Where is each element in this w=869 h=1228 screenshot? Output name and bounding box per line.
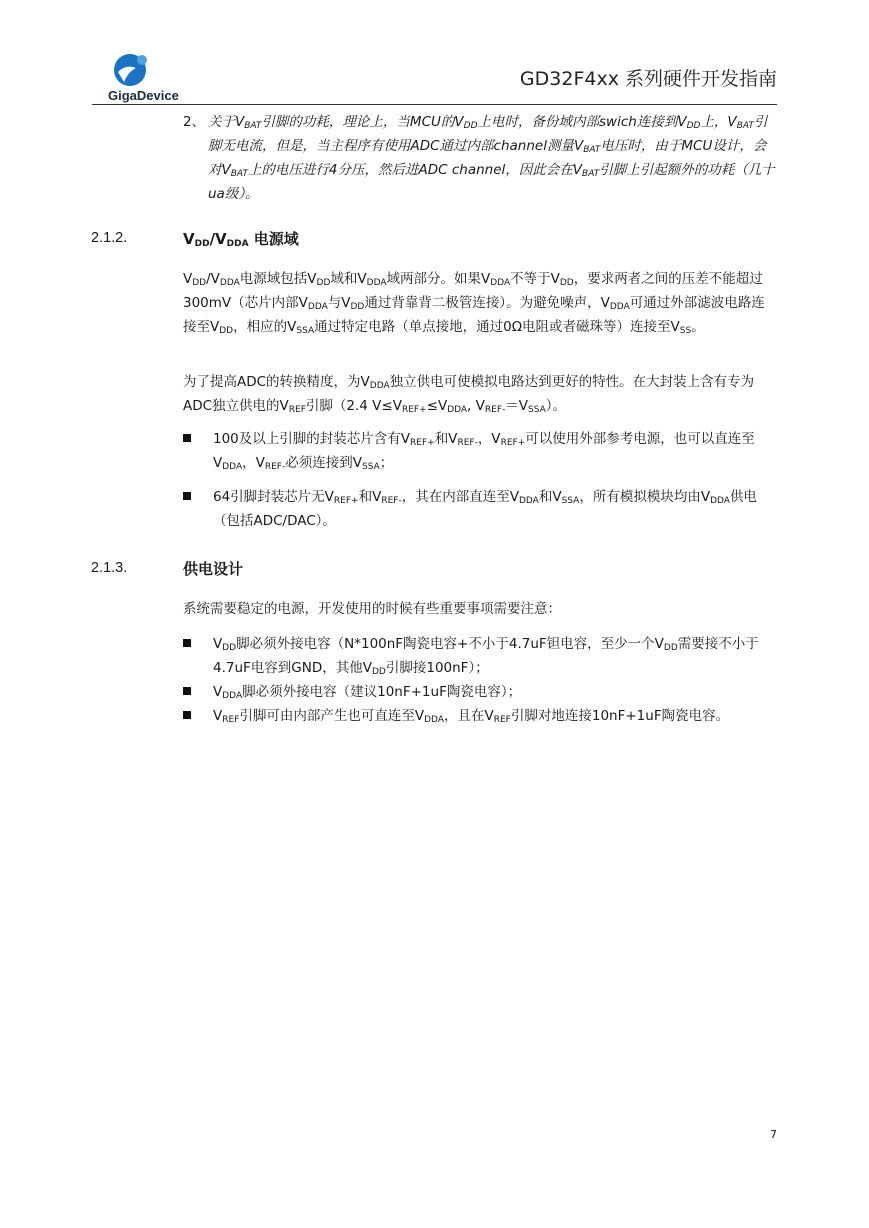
section-title-212: $V_{DD}/V_{DDA}$ 电源域 [183, 230, 299, 249]
vdd-domain-paragraph: $V_{DD}/V_{DDA}$电源域包括$V_{DD}$域和$V_{DDA}$域两部分。如果$V_{DDA}$不等于$V_{DD}$，要求两者之间的压差不能超过300mV（芯片内部$V_{DDA}$与$V_{DD}$通过背靠背二极管连接）。为避免噪声，$V_{DDA}$可通过外部滤波电路连接至$V_{DD}$，相应的$V_{SSA}$通过特定电路（单点接地，通过0Ω电阻或者磁珠等）连接至$V_{SS}$。 [183, 271, 765, 336]
bullet-item-vdd-caps: $V_{DD}$脚必须外接电容（N*100nF陶瓷电容+不小于4.7uF钽电容，至少一个$V_{DD}$需要接不小于4.7uF电容到GND，其他$V_{DD}$引脚接100nF）； [213, 636, 759, 677]
note-number: 2、 [183, 114, 206, 130]
bullet-marker [183, 687, 191, 695]
page-number: 7 [770, 1128, 777, 1141]
bullet-marker [183, 434, 191, 442]
bullet-marker [183, 711, 191, 719]
logo-text: GigaDevice [108, 88, 179, 103]
note-paragraph: 关于$V_{BAT}$引脚的功耗，理论上，当MCU的$V_{DD}$上电时，备份域内部swich连接到$V_{DD}$上，$V_{BAT}$引脚无电流，但是，当主程序有使用ADC通过内部channel测量$V_{BAT}$电压时，由于MCU设计，会对$V_{BAT}$上的电压进行4分压，然后进ADC channel，因此会在$V_{BAT}$引脚上引起额外的功耗（几十ua级）。 [208, 114, 775, 202]
bullet-item-64pin: 64引脚封装芯片无$V_{REF+}$和$V_{REF-}$，其在内部直连至$V_{DDA}$和$V_{SSA}$，所有模拟模块均由$V_{DDA}$供电（包括ADC/DAC）。 [213, 489, 757, 529]
bullet-item-vdda-caps: $V_{DDA}$脚必须外接电容（建议10nF+1uF陶瓷电容）； [213, 684, 522, 701]
section-number-212: 2.1.2. [91, 230, 128, 246]
bullet-marker [183, 639, 191, 647]
power-design-intro: 系统需要稳定的电源，开发使用的时候有些重要事项需要注意： [183, 601, 561, 617]
document-title: GD32F4xx 系列硬件开发指南 [519, 68, 777, 90]
adc-accuracy-paragraph: 为了提高ADC的转换精度，为$V_{DDA}$独立供电可使模拟电路达到更好的特性。在大封装上含有专为ADC独立供电的$V_{REF}$引脚（2.4 $V\le V_{REF+}\le V_{DDA}$, $V_{REF-}=V_{SSA}$）。 [183, 374, 755, 415]
section-title-213: 供电设计 [183, 560, 244, 578]
header-divider [92, 104, 777, 105]
bullet-item-100pin: 100及以上引脚的封装芯片含有$V_{REF+}$和$V_{REF-}$，$V_{REF+}$可以使用外部参考电源，也可以直连至$V_{DDA}$，$V_{REF-}$必须连接到$V_{SSA}$； [213, 431, 755, 472]
bullet-marker [183, 492, 191, 500]
section-number-213: 2.1.3. [91, 560, 128, 576]
bullet-item-vref-pin: $V_{REF}$引脚可由内部产生也可直连至$V_{DDA}$，且在$V_{REF}$引脚对地连接10nF+1uF陶瓷电容。 [213, 708, 730, 725]
